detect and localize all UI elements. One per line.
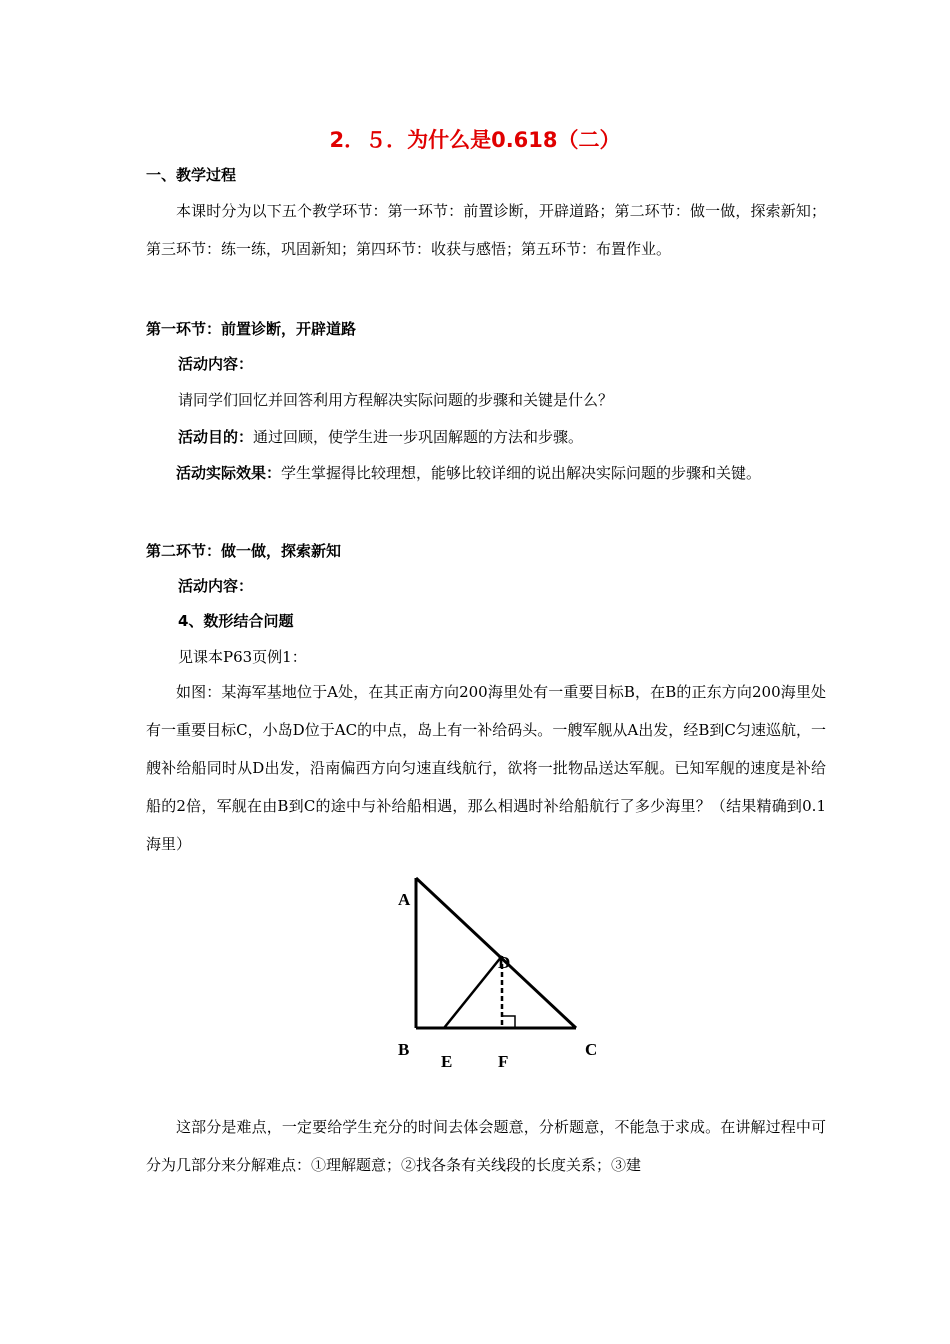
problem-paragraph: 如图：某海军基地位于A处，在其正南方向200海里处有一重要目标B，在B的正东方向200海里处有一重要目标C，小岛D位于AC的中点，岛上有一补给码头。一艘军舰从A出发，经B到C匀速巡航，一艘补给船同时从D出发，沿南偏西方向匀速直线航行，欲将一批物品送达军舰。已知军舰的速度是补给船的2倍，军舰在由B到C的途中与补给船相遇，那么相遇时补给船航行了多少海里？（结果精确到0.1海里） xyxy=(146,683,826,853)
section-heading-teaching-process: 一、教学过程 xyxy=(146,166,237,184)
part2-problem-heading: 4、数形结合问题 xyxy=(178,612,294,630)
part1-purpose-text: 通过回顾，使学生进一步巩固解题的方法和步骤。 xyxy=(253,428,584,446)
textbook-reference: 见课本P63页例1： xyxy=(178,648,307,666)
label-b: B xyxy=(398,1040,410,1059)
part1-purpose xyxy=(178,427,583,447)
page-title: 2．５．为什么是0.618（二） xyxy=(329,128,621,152)
part1-heading: 第一环节：前置诊断，开辟道路 xyxy=(146,320,357,338)
part2-heading: 第二环节：做一做，探索新知 xyxy=(146,542,342,560)
geometry-figure xyxy=(388,870,618,1080)
part1-effect xyxy=(146,454,826,492)
part1-content-text: 请同学们回忆并回答利用方程解决实际问题的步骤和关键是什么？ xyxy=(178,391,614,409)
closing-paragraph: 这部分是难点，一定要给学生充分的时间去体会题意，分析题意，不能急于求成。在讲解过程中可分为几部分来分解难点：①理解题意；②找各条有关线段的长度关系；③建 xyxy=(146,1118,826,1174)
part1-content-label: 活动内容： xyxy=(178,355,254,373)
label-a: A xyxy=(398,890,411,909)
part2-content-label: 活动内容： xyxy=(178,577,254,595)
part1-effect-text: 学生掌握得比较理想，能够比较详细的说出解决实际问题的步骤和关键。 xyxy=(281,464,762,482)
intro-paragraph: 本课时分为以下五个教学环节：第一环节：前置诊断，开辟道路；第二环节：做一做，探索新知；第三环节：练一练，巩固新知；第四环节：收获与感悟；第五环节：布置作业。 xyxy=(146,202,826,258)
label-d: D xyxy=(498,953,511,972)
label-c: C xyxy=(585,1040,598,1059)
segment-ac xyxy=(416,878,576,1028)
triangle-diagram xyxy=(388,870,618,1080)
part1-effect-label: 活动实际效果： xyxy=(176,464,282,482)
label-f: F xyxy=(498,1052,509,1071)
label-e: E xyxy=(441,1052,453,1071)
segment-de xyxy=(444,956,502,1028)
right-angle-mark xyxy=(502,1016,515,1028)
part1-purpose-label: 活动目的： xyxy=(178,428,254,446)
